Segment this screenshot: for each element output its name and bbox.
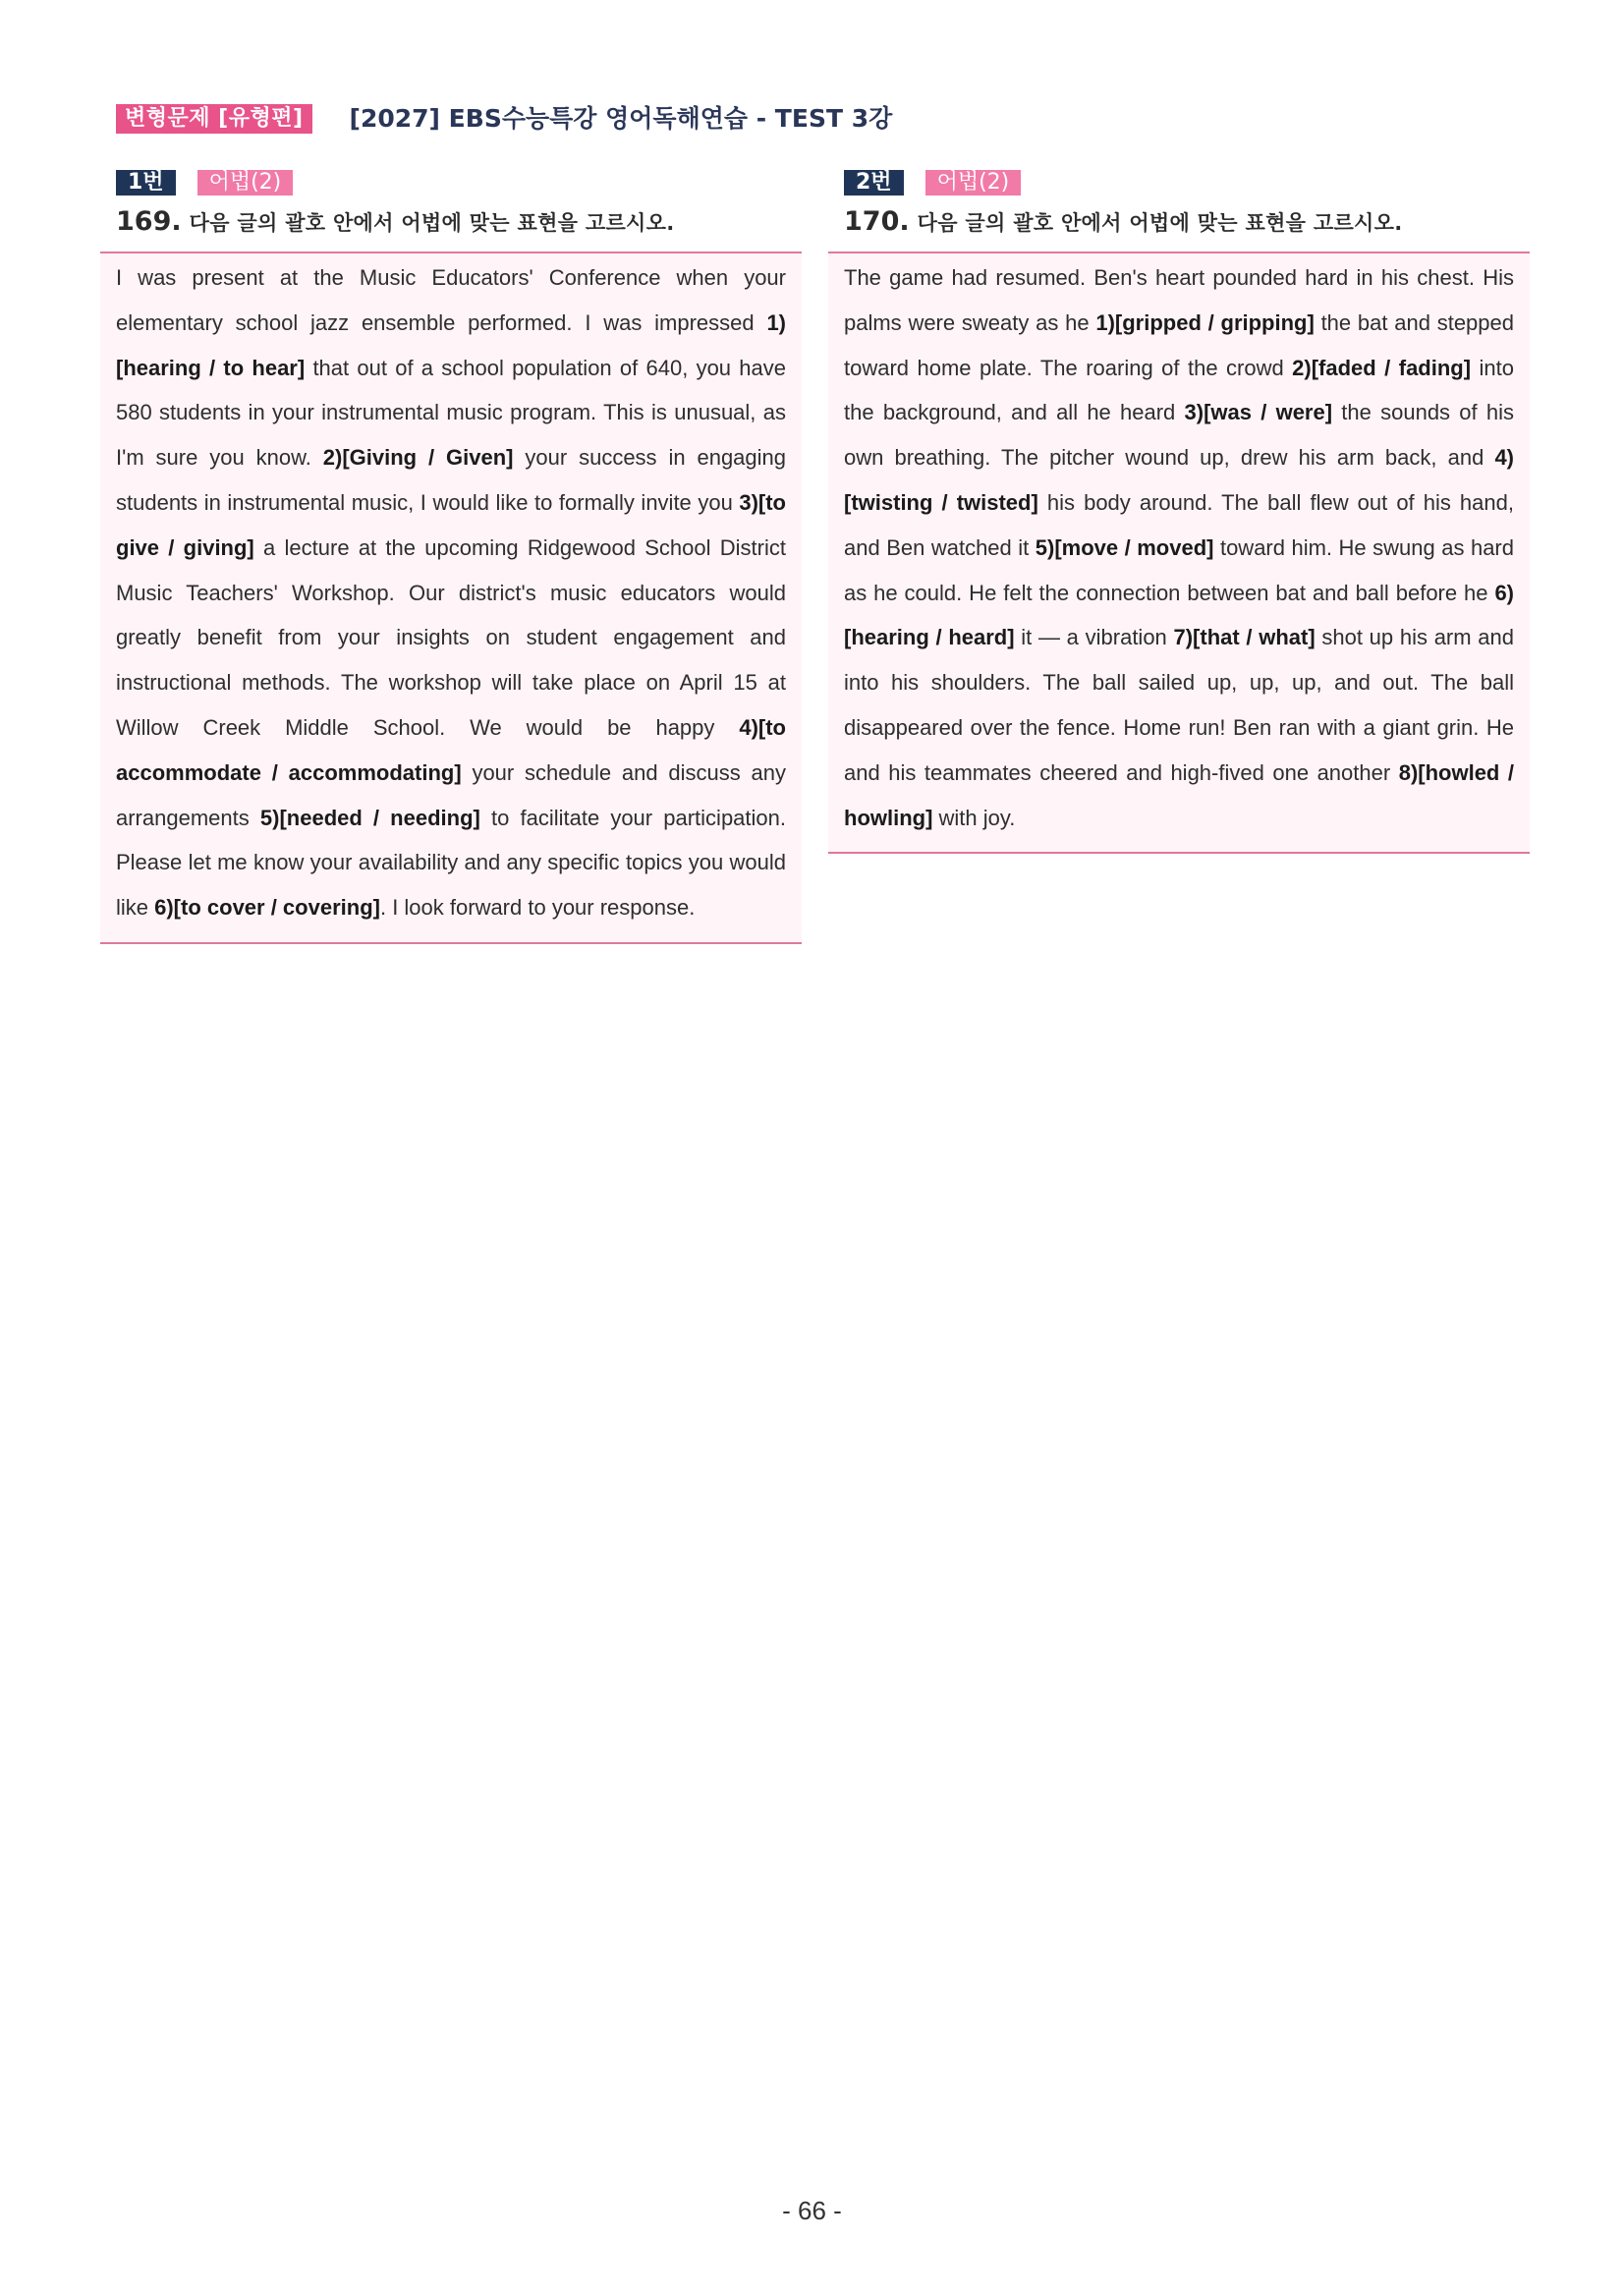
passage-segment: your success in engaging students in instrumental music, I would like to formally invite you xyxy=(116,445,787,515)
question-prompt: 다음 글의 괄호 안에서 어법에 맞는 표현을 고르시오. xyxy=(917,211,1403,235)
passage-segment: the sounds of his own breathing. The pitcher wound up, drew his arm back, and xyxy=(844,400,1514,471)
document-title: [2027] EBS수능특강 영어독해연습 - TEST 3강 xyxy=(349,104,893,133)
question-category-tag: 어법(2) xyxy=(197,170,294,196)
grammar-choice: 2)[Giving / Given] xyxy=(322,445,514,471)
passage-segment: that out of a school population of 640, you have 580 students in your instrumental music program. This is unusual, as I'm sure you know. xyxy=(116,355,786,471)
question-title xyxy=(828,206,1530,238)
question-prompt: 다음 글의 괄호 안에서 어법에 맞는 표현을 고르시오. xyxy=(189,211,675,235)
grammar-choice: 1)[hearing / to hear] xyxy=(116,309,786,380)
question-title xyxy=(100,206,802,238)
grammar-choice: 5)[needed / needing] xyxy=(259,805,480,830)
grammar-choice: 3)[was / were] xyxy=(1184,400,1333,425)
grammar-choice: 8)[howled / howling] xyxy=(844,759,1514,830)
question-number: 170. xyxy=(844,206,910,237)
type-tag: 변형문제 [유형편] xyxy=(116,104,312,134)
grammar-choice: 5)[move / moved] xyxy=(1035,534,1214,560)
passage-segment: I was present at the Music Educators' Conference when your elementary school jazz ensemble performed. I was impressed xyxy=(116,265,786,335)
grammar-choice: 3)[to give / giving] xyxy=(116,489,786,560)
grammar-choice: 6)[hearing / heard] xyxy=(844,580,1514,650)
passage-segment: to facilitate your participation. Please let me know your availability and any specific topics you would like xyxy=(116,805,786,921)
passage-segment: a lecture at the upcoming Ridgewood School District Music Teachers' Workshop. Our district's music educators would greatly benefit from your insights on student engagement and instructional methods. The workshop will take place on April 15 at Willow Creek Middle School. We would be happy xyxy=(116,534,786,740)
question-tags xyxy=(100,169,802,196)
page-number: - 66 - xyxy=(782,2196,842,2225)
grammar-choice: 7)[that / what] xyxy=(1173,625,1316,650)
passage-text xyxy=(844,255,1514,840)
question-number-tag: 2번 xyxy=(844,170,904,196)
grammar-choice: 1)[gripped / gripping] xyxy=(1095,309,1315,335)
passage-segment: toward him. He swung as hard as he could. He felt the connection between bat and ball before he xyxy=(844,534,1514,605)
question-170 xyxy=(828,169,1530,854)
passage-segment: The game had resumed. Ben's heart pounded hard in his chest. His palms were sweaty as he xyxy=(844,265,1514,335)
passage-segment: with joy. xyxy=(932,805,1016,830)
question-number: 169. xyxy=(116,206,182,237)
passage-text xyxy=(116,255,786,930)
passage-box xyxy=(100,252,802,944)
question-tags xyxy=(828,169,1530,196)
grammar-choice: 4)[twisting / twisted] xyxy=(844,445,1514,515)
question-category-tag: 어법(2) xyxy=(925,170,1022,196)
passage-segment: your schedule and discuss any arrangements xyxy=(116,759,786,830)
passage-segment: it — a vibration xyxy=(1014,625,1174,650)
grammar-choice: 2)[faded / fading] xyxy=(1292,355,1472,380)
page-header xyxy=(116,102,892,136)
question-169 xyxy=(100,169,802,944)
passage-box xyxy=(828,252,1530,854)
passage-segment: into the background, and all he heard xyxy=(844,355,1514,425)
question-number-tag: 1번 xyxy=(116,170,176,196)
passage-segment: his body around. The ball flew out of his hand, and Ben watched it xyxy=(844,489,1514,560)
grammar-choice: 4)[to accommodate / accommodating] xyxy=(116,714,786,785)
passage-segment: the bat and stepped toward home plate. The roaring of the crowd xyxy=(844,309,1514,380)
passage-segment: shot up his arm and into his shoulders. The ball sailed up, up, up, and out. The ball disappeared over the fence. Home run! Ben ran with a giant grin. He and his teammates cheered and high-fived one another xyxy=(844,625,1514,785)
grammar-choice: 6)[to cover / covering] xyxy=(154,895,380,921)
passage-segment: . I look forward to your response. xyxy=(379,895,696,921)
